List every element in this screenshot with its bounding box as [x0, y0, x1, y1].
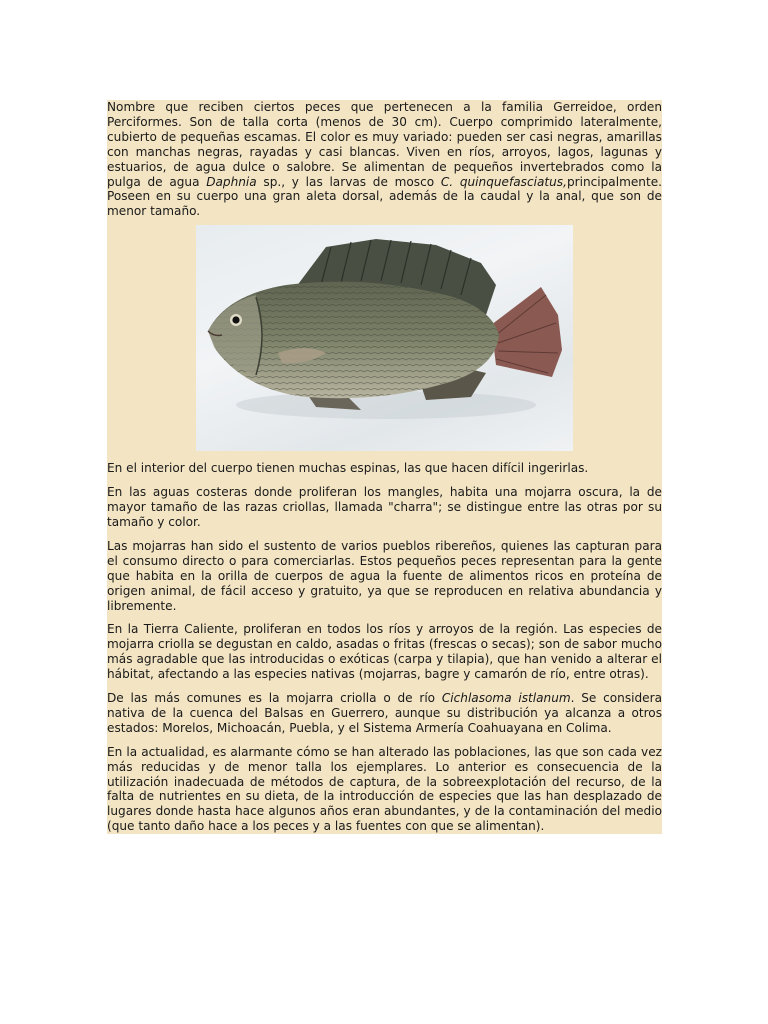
figure-container — [107, 225, 662, 451]
fish-photo — [196, 225, 573, 451]
paragraph-tierra-caliente: En la Tierra Caliente, proliferan en todos los ríos y arroyos de la región. Las especies de mojarra criolla se degustan en caldo, asadas o fritas (frescas o secas); son de sabor mucho más agradable que las introducidas o exóticas (carpa y tilapia), que han venido a alterar el hábitat, afectando a las especies nativas (mojarras, bagre y camarón de río, entre otras). — [107, 622, 662, 682]
paragraph-cichlasoma-text-b: . Se considera nativa de la cuenca del Balsas en Guerrero, aunque su distribución ya alcanza a otros estados: Morelos, Michoacán, Puebla, y el Sistema Armería Coahuayana en Colima. — [107, 691, 662, 735]
paragraph-intro-text-c: principalmente. Poseen en su cuerpo una gran aleta dorsal, además de la caudal y la anal, que son de menor tamaño. — [107, 174, 662, 219]
article-block — [107, 100, 662, 834]
paragraph-intro — [107, 100, 662, 219]
fish-icon — [196, 225, 573, 451]
species-cichlasoma-istlanum: Cichlasoma istlanum — [441, 691, 571, 706]
paragraph-cichlasoma-text-a: De las más comunes es la mojarra criolla o de río — [107, 691, 442, 706]
paragraph-sustento: Las mojarras han sido el sustento de varios pueblos ribereños, quienes las capturan para el consumo directo o para comerciarlas. Estos pequeños peces representan para la gente que habita en la orilla de cuerpos de agua la fuente de alimentos ricos en proteína de origen animal, de fácil acceso y gratuito, ya que se reproducen en relativa abundancia y libremente. — [107, 538, 662, 613]
paragraph-actualidad: En la actualidad, es alarmante cómo se han alterado las poblaciones, las que son cada vez más reducidas y de menor talla los ejemplares. Lo anterior es consecuencia de la utilización inadecuada de métodos de captura, de la sobreexplotación del recurso, de la falta de nutrientes en su dieta, de la introducción de especies que las han desplazado de lugares donde hasta hace algunos años eran abundantes, y de la contaminación del medio (que tanto daño hace a los peces y a las fuentes con que se alimentan). — [107, 744, 662, 834]
paragraph-intro-text-b: sp., y las larvas de mosco — [256, 174, 441, 189]
species-daphnia: Daphnia — [206, 174, 257, 189]
paragraph-espinas: En el interior del cuerpo tienen muchas espinas, las que hacen difícil ingerirlas. — [107, 461, 589, 476]
paragraph-charra: En las aguas costeras donde proliferan los mangles, habita una mojarra oscura, la de mayor tamaño de las razas criollas, llamada "charra"; se distingue entre las otras por su tamaño y color. — [107, 485, 662, 529]
paragraph-intro-text-a: Nombre que reciben ciertos peces que pertenecen a la familia Gerreidoe, orden Perciformes. Son de talla corta (menos de 30 cm). Cuerpo comprimido lateralmente, cubierto de pequeñas escamas. El color es muy variado: pueden ser casi negras, amarillas con manchas negras, rayadas y casi blancas. Viven en ríos, arroyos, lagos, lagunas y estuarios, de agua dulce o salobre. Se alimentan de pequeños invertebrados como la pulga de agua — [107, 100, 662, 189]
species-c-quinquefasciatus: C. quinquefasciatus, — [440, 174, 567, 189]
paragraph-cichlasoma — [107, 691, 662, 736]
